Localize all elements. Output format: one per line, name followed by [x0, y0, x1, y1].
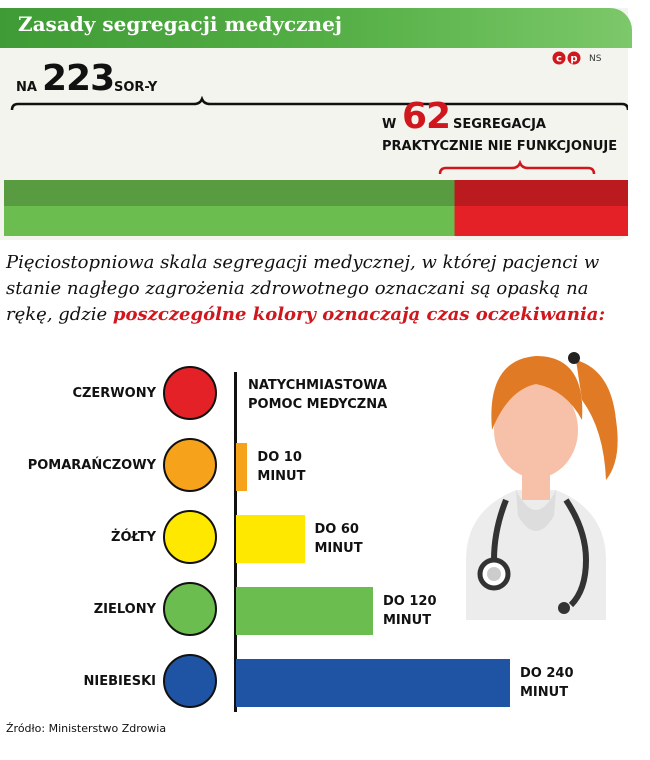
category-label: CZERWONY [72, 386, 156, 401]
total-sor-count: 223 [42, 58, 115, 99]
wait-time-label [315, 520, 363, 558]
color-circle [163, 366, 217, 420]
description [6, 250, 626, 328]
prefix-na: NA [16, 80, 37, 95]
wait-time-label-line: POMOC MEDYCZNA [248, 397, 388, 412]
description-highlight: poszczególne kolory oznaczają czas oczekiwania: [112, 304, 606, 325]
proportion-segment-shade-0 [4, 180, 455, 206]
wait-time-label-line: DO 120 [383, 594, 437, 609]
publisher-logo [552, 50, 592, 66]
wait-time-label-line: MINUT [520, 685, 569, 700]
color-circle [163, 582, 217, 636]
wait-time-label-line: DO 10 [257, 450, 302, 465]
page-title: Zasady segregacji medycznej [18, 12, 343, 36]
description-text: Pięciostopniowa skala segregacji medycznej, w której pacjenci w stanie nagłego zagrożenia zdrowotnego oznaczani są opaską na rękę, gdzie [6, 252, 600, 325]
wait-time-label-line: MINUT [314, 541, 363, 556]
wait-time-label [383, 592, 437, 630]
color-circle [163, 438, 217, 492]
wait-time-label-line: DO 60 [314, 522, 359, 537]
category-label: NIEBIESKI [83, 674, 156, 689]
wait-time-label [520, 664, 574, 702]
nurse-illustration [436, 320, 636, 620]
svg-text:c: c [556, 53, 562, 65]
wait-time-label-line: MINUT [383, 613, 432, 628]
wait-time-label [257, 448, 305, 486]
svg-text:p: p [570, 53, 578, 65]
color-circle [163, 654, 217, 708]
sor-proportion-bar [4, 180, 628, 236]
prefix-w: W [382, 117, 397, 132]
total-sor-label: SOR-Y [114, 80, 158, 95]
caption-line-2: PRAKTYCZNIE NIE FUNKCJONUJE [382, 139, 618, 154]
wait-time-label-line: MINUT [257, 469, 306, 484]
author-initials: NS [589, 54, 602, 64]
wait-time-bar [236, 515, 305, 563]
wait-time-bar [236, 443, 247, 491]
wait-time-label-line: NATYCHMIASTOWA [248, 378, 388, 393]
wait-time-bar [236, 659, 510, 707]
wait-time-label-line: DO 240 [520, 666, 574, 681]
color-circle [163, 510, 217, 564]
proportion-segment-shade-1 [455, 180, 628, 206]
source-note: Źródło: Ministerstwo Zdrowia [6, 722, 167, 735]
non-functioning-count: 62 [402, 96, 451, 137]
category-label: POMARAŃCZOWY [27, 458, 156, 473]
caption-line-1: SEGREGACJA [453, 117, 546, 132]
wait-time-bar [236, 587, 373, 635]
category-label: ZIELONY [93, 602, 156, 617]
wait-time-label [248, 376, 387, 414]
category-label: ŻÓŁTY [111, 530, 156, 545]
